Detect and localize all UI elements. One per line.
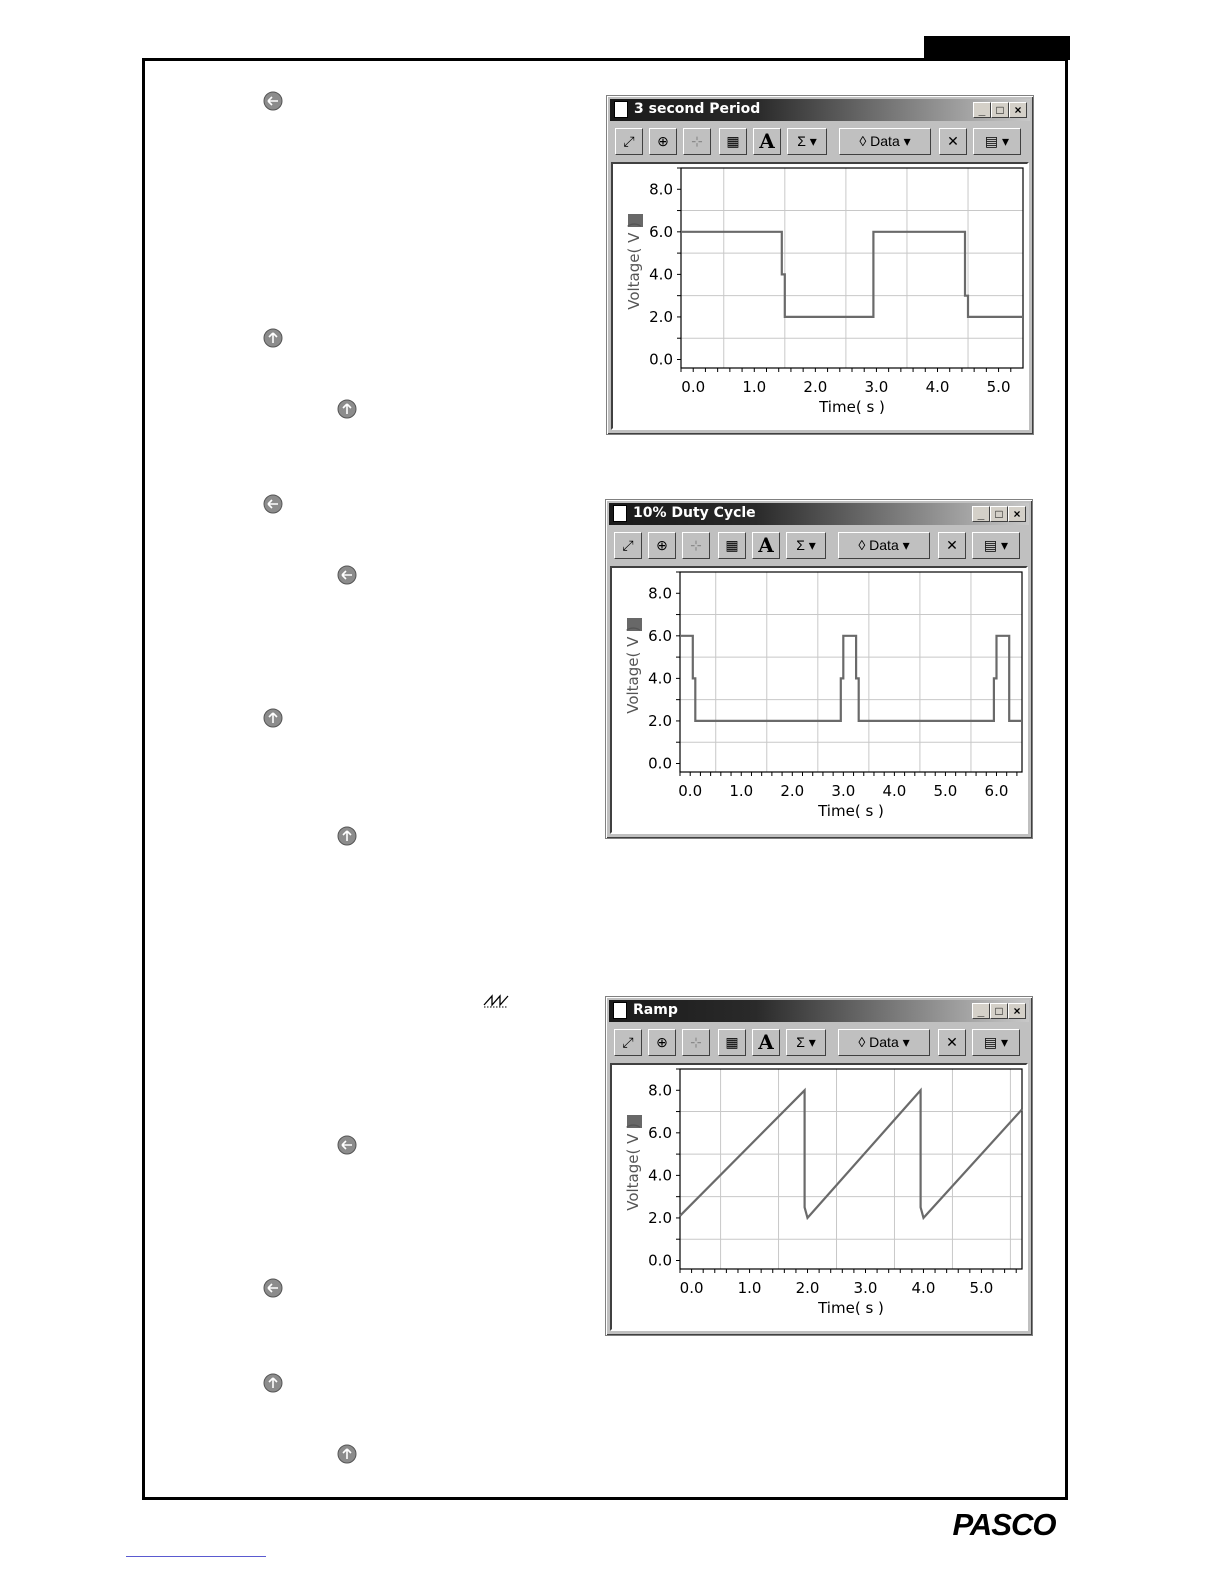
zoom-select-button[interactable]: ⊕ <box>649 128 677 155</box>
y-axis-label: Voltage( V ) <box>625 221 643 310</box>
chevron-down-icon: ▾ <box>804 537 816 553</box>
graph-toolbar <box>611 126 1029 158</box>
autoscale-button[interactable]: ⤢ <box>614 532 642 559</box>
droplet-icon: ◊ <box>859 133 871 149</box>
text-annotation-button[interactable] <box>753 128 781 155</box>
minimize-button[interactable]: _ <box>972 506 990 522</box>
data-menu-label: Data <box>869 537 899 553</box>
y-tick-label: 4.0 <box>649 265 673 284</box>
window-title: 3 second Period <box>634 101 761 117</box>
graph-toolbar <box>610 530 1028 562</box>
maximize-button[interactable]: □ <box>991 102 1009 118</box>
graph-window-period[interactable] <box>606 95 1034 435</box>
document-icon <box>613 505 627 522</box>
graph-plot-area[interactable] <box>610 566 1028 834</box>
graph-window-duty-cycle[interactable] <box>605 499 1033 839</box>
chevron-down-icon: ▾ <box>898 537 910 553</box>
x-axis-label: Time( s ) <box>818 802 884 820</box>
y-tick-label: 4.0 <box>648 1166 672 1185</box>
up-arrow-icon <box>263 708 283 728</box>
smart-tool-button[interactable]: ⊹ <box>683 128 711 155</box>
graph-toolbar <box>610 1027 1028 1059</box>
x-tick-label: 2.0 <box>795 1279 820 1297</box>
footer-link-rule <box>126 1556 266 1557</box>
y-tick-label: 6.0 <box>649 222 673 241</box>
y-tick-label: 6.0 <box>648 626 672 645</box>
calculator-button[interactable]: ▦ <box>718 532 746 559</box>
statistics-button[interactable] <box>786 532 826 559</box>
document-icon <box>613 1002 627 1019</box>
data-menu-label: Data <box>870 133 900 149</box>
up-arrow-icon <box>263 1373 283 1393</box>
y-tick-label: 8.0 <box>648 1081 672 1100</box>
minimize-button[interactable]: _ <box>972 1003 990 1019</box>
data-menu-button[interactable] <box>839 128 931 155</box>
chevron-down-icon: ▾ <box>805 133 817 149</box>
y-axis-label: Voltage( V ) <box>624 625 642 714</box>
statistics-button[interactable] <box>786 1029 826 1056</box>
window-title: Ramp <box>633 1002 678 1018</box>
x-tick-label: 4.0 <box>882 782 907 800</box>
text-annotation-button[interactable] <box>752 1029 780 1056</box>
document-icon <box>614 101 628 118</box>
x-axis-label: Time( s ) <box>819 398 885 416</box>
x-axis-label: Time( s ) <box>818 1299 884 1317</box>
x-tick-label: 4.0 <box>911 1279 936 1297</box>
autoscale-button[interactable]: ⤢ <box>614 1029 642 1056</box>
close-button[interactable]: × <box>1008 1003 1026 1019</box>
x-tick-label: 4.0 <box>925 378 950 396</box>
graph-window-ramp[interactable] <box>605 996 1033 1336</box>
statistics-label: Σ <box>796 1034 805 1050</box>
window-titlebar[interactable] <box>609 1000 1029 1022</box>
up-arrow-icon <box>263 328 283 348</box>
voltage-time-chart <box>612 568 1026 832</box>
graph-plot-area[interactable] <box>610 1063 1028 1331</box>
delete-button[interactable]: ✕ <box>938 532 966 559</box>
zoom-select-button[interactable]: ⊕ <box>648 532 676 559</box>
statistics-label: Σ <box>796 537 805 553</box>
text-annotation-label: A <box>758 533 774 557</box>
maximize-button[interactable]: □ <box>990 506 1008 522</box>
x-tick-label: 0.0 <box>679 1279 704 1297</box>
chevron-down-icon: ▾ <box>898 1034 910 1050</box>
droplet-icon: ◊ <box>858 1034 870 1050</box>
x-tick-label: 5.0 <box>969 1279 994 1297</box>
y-tick-label: 2.0 <box>649 307 673 326</box>
x-tick-label: 5.0 <box>933 782 958 800</box>
up-arrow-icon <box>337 399 357 419</box>
y-tick-label: 2.0 <box>648 711 672 730</box>
pasco-logo <box>942 1508 1066 1540</box>
delete-button[interactable]: ✕ <box>939 128 967 155</box>
statistics-button[interactable] <box>787 128 827 155</box>
graph-settings-button[interactable]: ▤ ▾ <box>973 128 1021 155</box>
zoom-select-button[interactable]: ⊕ <box>648 1029 676 1056</box>
x-tick-label: 0.0 <box>678 782 703 800</box>
x-tick-label: 0.0 <box>681 378 706 396</box>
y-tick-label: 0.0 <box>648 1251 672 1270</box>
up-arrow-icon <box>337 826 357 846</box>
graph-settings-button[interactable]: ▤ ▾ <box>972 1029 1020 1056</box>
text-annotation-label: A <box>759 129 775 153</box>
close-button[interactable]: × <box>1008 506 1026 522</box>
smart-tool-button[interactable]: ⊹ <box>682 1029 710 1056</box>
y-tick-label: 0.0 <box>648 754 672 773</box>
x-tick-label: 2.0 <box>803 378 828 396</box>
left-arrow-icon <box>263 91 283 111</box>
up-arrow-icon <box>337 1444 357 1464</box>
close-button[interactable]: × <box>1009 102 1027 118</box>
x-tick-label: 1.0 <box>737 1279 762 1297</box>
window-title: 10% Duty Cycle <box>633 505 756 521</box>
chevron-down-icon: ▾ <box>899 133 911 149</box>
left-arrow-icon <box>337 565 357 585</box>
voltage-time-chart <box>613 164 1027 428</box>
smart-tool-button[interactable]: ⊹ <box>682 532 710 559</box>
calculator-button[interactable]: ▦ <box>719 128 747 155</box>
text-annotation-label: A <box>758 1030 774 1054</box>
y-tick-label: 6.0 <box>648 1123 672 1142</box>
x-tick-label: 1.0 <box>729 782 754 800</box>
left-arrow-icon <box>263 494 283 514</box>
data-menu-button[interactable] <box>838 1029 930 1056</box>
chevron-down-icon: ▾ <box>804 1034 816 1050</box>
y-tick-label: 0.0 <box>649 350 673 369</box>
delete-button[interactable]: ✕ <box>938 1029 966 1056</box>
series-line <box>681 232 1023 317</box>
voltage-time-chart <box>612 1065 1026 1329</box>
y-axis-label: Voltage( V ) <box>624 1122 642 1211</box>
left-arrow-icon <box>263 1278 283 1298</box>
window-titlebar[interactable] <box>609 503 1029 525</box>
window-titlebar[interactable] <box>610 99 1030 121</box>
x-tick-label: 1.0 <box>742 378 767 396</box>
text-annotation-button[interactable] <box>752 532 780 559</box>
minimize-button[interactable]: _ <box>973 102 991 118</box>
x-tick-label: 6.0 <box>984 782 1009 800</box>
maximize-button[interactable]: □ <box>990 1003 1008 1019</box>
y-tick-label: 8.0 <box>648 584 672 603</box>
x-tick-label: 5.0 <box>986 378 1011 396</box>
data-menu-label: Data <box>869 1034 899 1050</box>
svg-text:PASCO: PASCO <box>952 1508 1056 1540</box>
ramp-waveform-icon <box>483 993 509 1009</box>
y-tick-label: 2.0 <box>648 1208 672 1227</box>
x-tick-label: 2.0 <box>780 782 805 800</box>
x-tick-label: 3.0 <box>853 1279 878 1297</box>
left-arrow-icon <box>337 1135 357 1155</box>
droplet-icon: ◊ <box>858 537 870 553</box>
x-tick-label: 3.0 <box>831 782 856 800</box>
calculator-button[interactable]: ▦ <box>718 1029 746 1056</box>
statistics-label: Σ <box>797 133 806 149</box>
graph-settings-button[interactable]: ▤ ▾ <box>972 532 1020 559</box>
graph-plot-area[interactable] <box>611 162 1029 430</box>
data-menu-button[interactable] <box>838 532 930 559</box>
header-tab <box>924 36 1070 60</box>
y-tick-label: 8.0 <box>649 180 673 199</box>
y-tick-label: 4.0 <box>648 669 672 688</box>
autoscale-button[interactable]: ⤢ <box>615 128 643 155</box>
x-tick-label: 3.0 <box>864 378 889 396</box>
